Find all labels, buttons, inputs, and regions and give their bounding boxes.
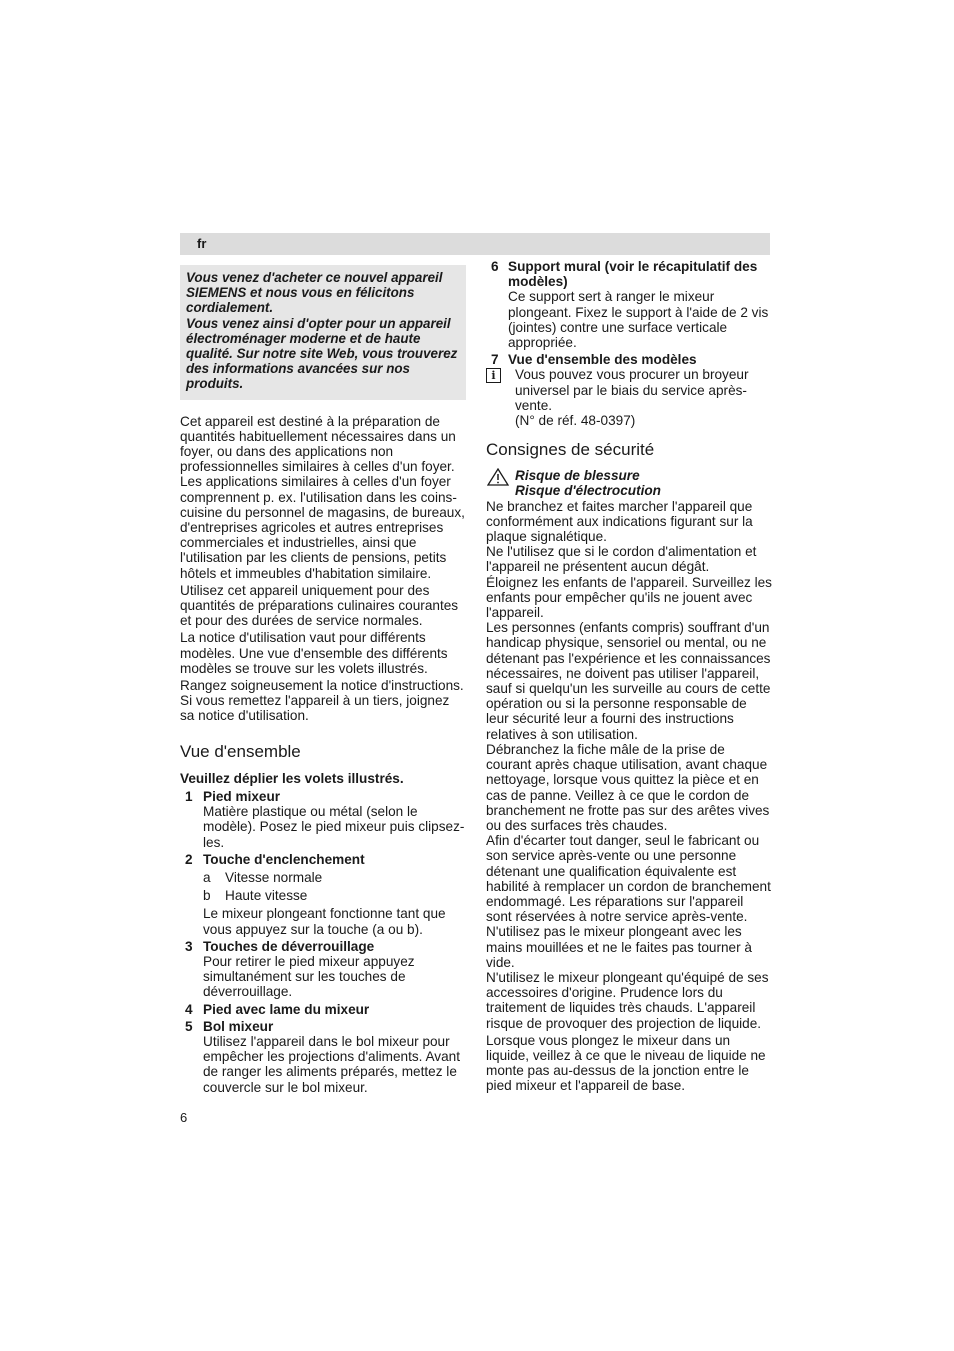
speed-label: Vitesse normale	[225, 869, 323, 885]
safety-paragraph: Ne branchez et faites marcher l'appareil que conformément aux indications figurant sur la plaque signalétique.	[486, 498, 753, 545]
info-note	[486, 367, 772, 428]
overview-heading: Vue d'ensemble	[180, 741, 301, 761]
item-number: 7	[491, 352, 499, 368]
info-icon: i	[486, 368, 501, 383]
item-text: Utilisez l'appareil dans le bol mixeur pour empêcher les projections d'aliments. Avant de ranger les aliments préparés, mettez le couvercle sur le bol mixeur.	[203, 1033, 460, 1095]
item-title: Pied mixeur	[203, 788, 281, 804]
item-number: 6	[491, 259, 499, 274]
overview-item-7	[486, 352, 772, 367]
keep-manual-paragraph: Rangez soigneusement la notice d'instructions. Si vous remettez l'appareil à un tiers, joignez sa notice d'utilisation.	[180, 678, 464, 724]
intro-website-note: Vous venez ainsi d'opter pour un appareil électroménager moderne et de haute qualité. Sur notre site Web, vous trouverez des informations avancées sur nos produits.	[186, 315, 458, 392]
item-number: 5	[185, 1018, 193, 1034]
warning-block	[486, 468, 772, 498]
intro-congratulations: Vous venez d'acheter ce nouvel appareil SIEMENS et nous vous en félicitons cordialement.	[186, 270, 443, 316]
item-title: Touche d'enclenchement	[203, 851, 365, 867]
item-title: Pied avec lame du mixeur	[203, 1001, 370, 1017]
item-title: Bol mixeur	[203, 1018, 274, 1034]
item-text: Pour retirer le pied mixeur appuyez simultanément sur les touches de déverrouillage.	[203, 953, 415, 1000]
overview-item-4	[180, 1002, 466, 1017]
usage-limits-paragraph: Utilisez cet appareil uniquement pour des quantités de préparations culinaires courantes et pour des durées de service normales.	[180, 582, 459, 629]
language-code: fr	[197, 236, 207, 251]
intro-box	[180, 265, 466, 400]
speed-letter: b	[203, 888, 211, 904]
safety-paragraph: Éloignez les enfants de l'appareil. Surveillez les enfants pour empêcher qu'ils ne jouent avec l'appareil.	[486, 574, 772, 621]
item-title: Vue d'ensemble des modèles	[508, 352, 697, 368]
info-reference: (N° de réf. 48-0397)	[515, 413, 636, 429]
speed-option-b	[180, 888, 466, 903]
right-column	[486, 259, 772, 1094]
item-number: 3	[185, 938, 193, 954]
item-title: Touches de déverrouillage	[203, 938, 375, 954]
language-header-bar	[180, 233, 770, 255]
safety-paragraph: N'utilisez pas le mixeur plongeant avec les mains mouillées et ne le faites pas tourner à vide.	[486, 924, 752, 970]
safety-paragraph: Ne l'utilisez que si le cordon d'alimentation et l'appareil ne présentent aucun dégât.	[486, 544, 757, 575]
overview-item-6	[486, 259, 772, 350]
warning-electrocution: Risque d'électrocution	[515, 483, 661, 499]
safety-heading: Consignes de sécurité	[486, 440, 655, 460]
item-number: 2	[185, 851, 193, 867]
speed-letter: a	[203, 869, 211, 885]
warning-triangle-icon	[487, 468, 509, 486]
intended-use-paragraph: Cet appareil est destiné à la préparation de quantités habituellement nécessaires dans un foyer, ou dans des applications non professionnelles similaires à celles d'un foyer. Les applications similaires à celles d'un foyer comprennent p. ex. l'utilisation dans les coins-cuisine du personnel de magasins, de bureaux, d'entreprises agricoles et autres entreprises commerciales et industrielles, ainsi que l'utilisation par les clients de pensions, petits hôtels et immeubles d'habitation similaire.	[180, 413, 465, 581]
safety-paragraph: Lorsque vous plongez le mixeur dans un liquide, veillez à ce que le niveau de liquide ne monte pas au-dessus de la jonction entre le pied mixeur et l'appareil de base.	[486, 1032, 766, 1094]
speed-label: Haute vitesse	[225, 888, 308, 904]
item-text: Ce support sert à ranger le mixeur plongeant. Fixez le support à l'aide de 2 vis (jointes) contre une surface verticale appropriée.	[508, 289, 769, 351]
page-number: 6	[180, 1110, 188, 1125]
item-number: 1	[185, 788, 193, 804]
warning-injury: Risque de blessure	[515, 468, 640, 484]
unfold-instruction: Veuillez déplier les volets illustrés.	[180, 770, 404, 786]
safety-paragraph: Afin d'écarter tout danger, seul le fabricant ou son service après-vente ou une personne détenant une qualification équivalente est habilité à remplacer un cordon de branchement endommagé. Les réparations sur l'appareil sont réservées à notre service après-vente.	[486, 833, 771, 925]
safety-paragraph: Les personnes (enfants compris) souffrant d'un handicap physique, sensoriel ou mental, ou ne détenant pas l'expérience et les connaissances nécessaires, ne doivent pas utiliser l'appareil, sauf si quelqu'un les surveille au cours de cette opération ou si la personne responsable de leur sécurité leur a fourni des instructions relatives à son utilisation.	[486, 620, 771, 742]
item-text: Matière plastique ou métal (selon le modèle). Posez le pied mixeur puis clipsez-les.	[203, 804, 465, 850]
item-title: Support mural (voir le récapitulatif des modèles)	[508, 259, 758, 290]
speed-option-a	[180, 870, 466, 885]
models-paragraph: La notice d'utilisation vaut pour différents modèles. Une vue d'ensemble des différents modèles se trouve sur les volets illustrés.	[180, 630, 448, 676]
item-number: 4	[185, 1001, 193, 1017]
overview-item-1	[180, 789, 466, 850]
speed-note: Le mixeur plongeant fonctionne tant que vous appuyez sur la touche (a ou b).	[203, 906, 446, 937]
safety-paragraph: N'utilisez le mixeur plongeant qu'équipé de ses accessoires d'origine. Prudence lors du traitement de liquides très chauds. L'appareil risque de provoquer des projection de liquide.	[486, 969, 769, 1031]
overview-item-3	[180, 939, 466, 1000]
safety-paragraph: Débranchez la fiche mâle de la prise de courant après chaque utilisation, avant chaque nettoyage, lorsque vous quittez la pièce et en cas de panne. Veillez à ce que le cordon de branchement ne frotte pas sur des arêtes vives ou des surfaces très chaudes.	[486, 741, 770, 833]
left-column	[180, 265, 466, 1095]
info-text: Vous pouvez vous procurer un broyeur universel par le biais du service après-vente.	[515, 367, 749, 413]
overview-item-2	[180, 852, 466, 867]
overview-item-5	[180, 1019, 466, 1095]
